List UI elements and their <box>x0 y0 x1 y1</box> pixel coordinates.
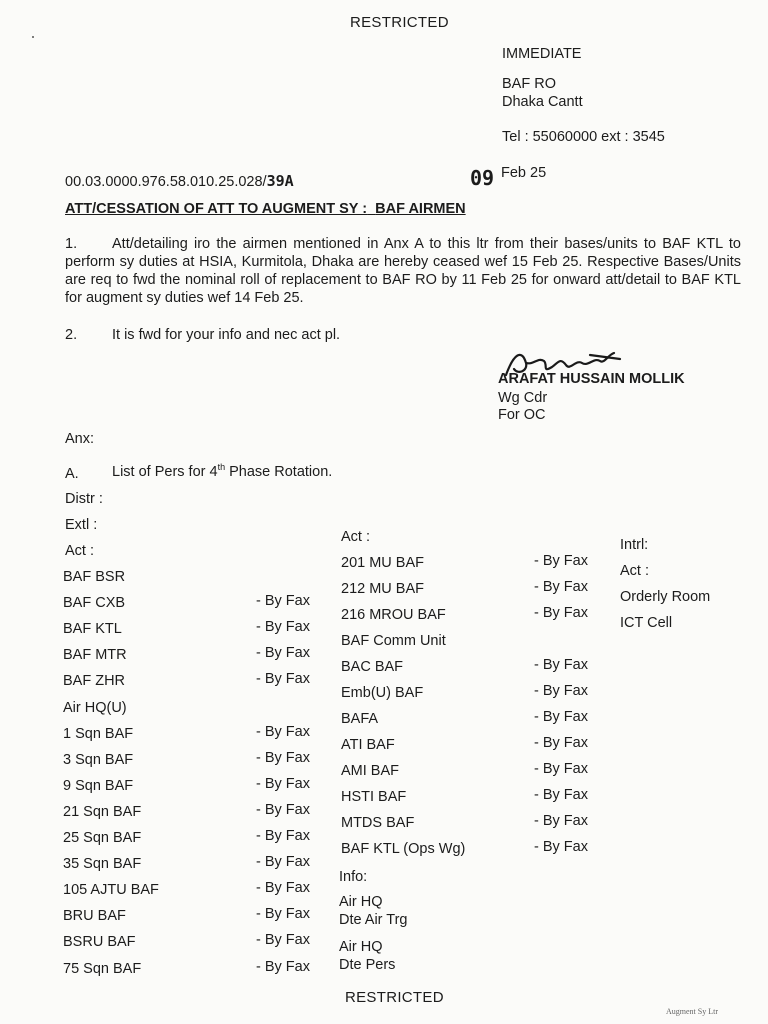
info-addressee-2-line2: Dte Pers <box>339 957 396 973</box>
internal-heading: Intrl: <box>620 537 649 553</box>
distribution-left-unit: 3 Sqn BAF <box>63 751 134 768</box>
distribution-left-unit: 9 Sqn BAF <box>63 777 134 794</box>
distribution-left-delivery-mode: - By Fax <box>256 749 310 766</box>
distribution-mid-unit: BAFA <box>341 711 379 727</box>
action-heading-left: Act : <box>65 543 95 559</box>
distribution-left-unit: BAF ZHR <box>63 673 126 690</box>
distribution-left-delivery-mode: - By Fax <box>256 775 310 792</box>
distribution-left-delivery-mode: - By Fax <box>256 854 310 871</box>
classification-bottom: RESTRICTED <box>345 989 444 1006</box>
sender-location: Dhaka Cantt <box>502 94 583 110</box>
distribution-mid-delivery-mode: - By Fax <box>534 683 588 699</box>
distribution-left-unit: BRU BAF <box>63 908 126 925</box>
distribution-mid-unit: 201 MU BAF <box>341 555 424 571</box>
distribution-mid-unit: ATI BAF <box>341 737 395 753</box>
distribution-mid-unit: MTDS BAF <box>341 815 415 831</box>
annex-item-text: List of Pers for 4 <box>112 464 218 480</box>
distribution-mid-delivery-mode: - By Fax <box>534 709 588 725</box>
distribution-mid-delivery-mode: - By Fax <box>534 761 588 777</box>
distribution-mid-delivery-mode: - By Fax <box>534 787 588 803</box>
distribution-mid-unit: AMI BAF <box>341 763 400 779</box>
distribution-left-unit: 21 Sqn BAF <box>63 803 142 820</box>
distribution-left-delivery-mode: - By Fax <box>256 671 310 688</box>
file-tag: Augment Sy Ltr <box>666 1007 718 1016</box>
distribution-left-unit: BAF BSR <box>63 569 126 585</box>
distribution-left-delivery-mode: - By Fax <box>256 828 310 844</box>
info-heading: Info: <box>339 869 368 885</box>
distribution-left-delivery-mode: - By Fax <box>256 723 310 740</box>
distribution-heading: Distr : <box>65 491 103 507</box>
annex-item-superscript: th <box>217 462 226 473</box>
distribution-left-unit: Air HQ(U) <box>63 699 127 716</box>
date-handwritten: 09 <box>470 166 495 190</box>
annex-item-text-end: Phase Rotation. <box>225 464 333 480</box>
distribution-left-unit: BAF MTR <box>63 647 127 664</box>
info-addressee-2-line1: Air HQ <box>339 939 383 955</box>
internal-action-heading: Act : <box>620 563 650 579</box>
distribution-left-delivery-mode: - By Fax <box>256 645 310 662</box>
annex-item-letter: A. <box>65 466 79 482</box>
distribution-mid-unit: Emb(U) BAF <box>341 685 424 701</box>
distribution-mid-delivery-mode: - By Fax <box>534 579 588 595</box>
distribution-left-delivery-mode: - By Fax <box>256 593 310 610</box>
distribution-left-unit: 105 AJTU BAF <box>63 882 159 899</box>
distribution-mid-delivery-mode: - By Fax <box>534 839 588 855</box>
distribution-mid-unit: HSTI BAF <box>341 789 407 805</box>
distribution-left-delivery-mode: - By Fax <box>256 880 310 897</box>
signatory-appointment: For OC <box>498 407 546 423</box>
subject-target: BAF AIRMEN <box>375 201 466 217</box>
precedence: IMMEDIATE <box>502 46 582 62</box>
internal-item-ict-cell: ICT Cell <box>620 615 673 631</box>
date-printed: Feb 25 <box>501 165 547 181</box>
reference-number-printed: 00.03.0000.976.58.010.25.028/ <box>65 174 267 190</box>
paragraph-text: It is fwd for your info and nec act pl. <box>112 327 341 343</box>
distribution-left-unit: 75 Sqn BAF <box>63 960 142 977</box>
distribution-left-unit: 25 Sqn BAF <box>63 830 142 846</box>
distribution-left-unit: 1 Sqn BAF <box>63 725 134 742</box>
distribution-mid-unit: 212 MU BAF <box>341 581 424 597</box>
distribution-mid-delivery-mode: - By Fax <box>534 813 588 829</box>
paragraph-text: Att/detailing iro the airmen mentioned in Anx A to this ltr from their bases/units to BAF KTL to perform sy duties at HSIA, Kurmitola, Dhaka are hereby ceased wef 15 Feb 25. Respective Bases/Units are req to fwd the nominal roll of replacement to BAF RO by 11 Feb 25 for onward att/detail to BAF KTL for augment sy duties wef 14 Feb 25. <box>65 236 741 306</box>
distribution-mid-delivery-mode: - By Fax <box>534 657 588 673</box>
distribution-left-unit: BAF KTL <box>63 621 122 638</box>
distribution-left-unit: 35 Sqn BAF <box>63 856 142 873</box>
scan-speck <box>32 36 34 38</box>
distribution-mid-unit: BAF Comm Unit <box>341 633 446 649</box>
external-heading: Extl : <box>65 517 98 533</box>
distribution-mid-unit: 216 MROU BAF <box>341 607 446 623</box>
distribution-mid-delivery-mode: - By Fax <box>534 735 588 751</box>
reference-number-handwritten: 39A <box>266 172 294 190</box>
subject-line <box>65 202 466 217</box>
sender-unit: BAF RO <box>502 76 556 92</box>
distribution-left-delivery-mode: - By Fax <box>256 906 310 923</box>
info-addressee-1-line2: Dte Air Trg <box>339 912 408 928</box>
action-heading-mid: Act : <box>341 529 371 545</box>
distribution-left-unit: BSRU BAF <box>63 934 136 951</box>
subject-text: ATT/CESSATION OF ATT TO AUGMENT SY : <box>65 201 368 217</box>
distribution-left-delivery-mode: - By Fax <box>256 801 310 818</box>
annex-heading: Anx: <box>65 431 95 447</box>
annex-item <box>112 462 333 480</box>
distribution-mid-unit: BAC BAF <box>341 659 404 675</box>
paragraph-2 <box>65 326 741 344</box>
telephone: Tel : 55060000 ext : 3545 <box>502 129 665 145</box>
distribution-left-delivery-mode: - By Fax <box>256 619 310 636</box>
signatory-name: ARAFAT HUSSAIN MOLLIK <box>498 371 685 387</box>
signatory-rank: Wg Cdr <box>498 390 548 406</box>
info-addressee-1-line1: Air HQ <box>339 894 383 910</box>
distribution-mid-delivery-mode: - By Fax <box>534 605 588 621</box>
paragraph-number: 1. <box>65 236 78 252</box>
distribution-left-unit: BAF CXB <box>63 595 126 612</box>
paragraph-1 <box>65 235 741 307</box>
distribution-mid-delivery-mode: - By Fax <box>534 553 588 569</box>
distribution-left-delivery-mode: - By Fax <box>256 958 310 975</box>
distribution-mid-unit: BAF KTL (Ops Wg) <box>341 841 466 857</box>
internal-item-orderly-room: Orderly Room <box>620 589 711 605</box>
reference-number <box>65 174 294 190</box>
classification-top: RESTRICTED <box>350 14 449 31</box>
paragraph-number: 2. <box>65 327 78 343</box>
distribution-left-delivery-mode: - By Fax <box>256 932 310 949</box>
